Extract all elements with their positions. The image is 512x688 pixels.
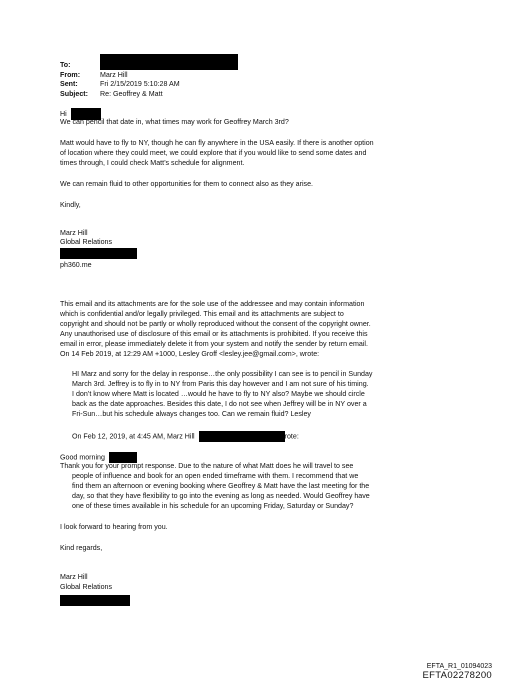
disclaimer-line: Any unauthorised use of disclosure of this email or its attachments is prohibited. If you receive this	[60, 330, 368, 338]
redaction-box	[199, 431, 285, 442]
to-row	[60, 61, 260, 71]
signature-website: ph360.me	[60, 261, 92, 269]
from-label: From:	[60, 70, 81, 79]
from-value: Marz Hill	[100, 70, 128, 79]
redaction-box	[60, 595, 130, 606]
reply-para3: We can remain fluid to other opportunities for them to connect also as they arise.	[60, 180, 314, 188]
to-label: To:	[60, 61, 71, 69]
quoted-signature-title: Global Relations	[60, 583, 113, 591]
footer-ref-1: EFTA_R1_01094023	[426, 663, 492, 670]
reply-para2-line1: Matt would have to fly to NY, though he can fly anywhere in the USA easily. If there is another option	[60, 139, 374, 147]
subject-row	[60, 90, 260, 100]
lesley-line: I don’t know where Matt is located …would he have to fly to NY also? Maybe we should circle	[72, 390, 365, 398]
reply-line1: We can pencil that date in, what times may work for Geoffrey March 3rd?	[60, 118, 289, 126]
subject-label: Subject:	[60, 89, 88, 98]
signature-redaction	[60, 248, 500, 259]
quoted-signature-redaction	[60, 595, 500, 606]
quoted-line: people of influence and book for an open ended timeframe with them. I recommend that we	[72, 472, 359, 480]
quote-header-start: On Feb 12, 2019, at 4:45 AM, Marz Hill	[72, 432, 195, 441]
footer-ref-2: EFTA02278200	[422, 670, 492, 681]
quote-header-end: rote:	[284, 432, 299, 441]
quote-attribution-marz	[60, 431, 512, 442]
quoted-line: Thank you for your prompt response. Due to the nature of what Matt does he will travel to see	[60, 462, 354, 470]
sent-value: Fri 2/15/2019 5:10:28 AM	[100, 80, 180, 88]
sent-label: Sent:	[60, 80, 78, 88]
quoted-closing: Kind regards,	[60, 544, 103, 552]
quoted-look-forward: I look forward to hearing from you.	[60, 523, 168, 531]
quoted-line: day, so that they have flexibility to go into the evening as long as needed. Would Geoffrey have	[72, 492, 370, 500]
quoted-line: find them an afternoon or evening booking where Geoffrey & Matt have the last meeting for the	[72, 482, 370, 490]
reply-para2-line2: of location where they could meet, we could explore that if you would like to send some dates and	[60, 149, 367, 157]
lesley-line: March 3rd. Jeffrey is to fly in to NY from Paris this day however and I am not sure of his timing.	[72, 380, 369, 388]
email-header	[60, 61, 260, 99]
disclaimer-line: copyright and should not be partly or wholly reproduced without the consent of the copyright owner.	[60, 320, 371, 328]
lesley-line: Fri-Sun…but his schedule always changes too. Can we remain fluid? Lesley	[72, 410, 311, 418]
signature-title: Global Relations	[60, 238, 113, 246]
sent-row	[60, 80, 260, 90]
disclaimer-line: email in error, please immediately delete it from your system and notify the sender by return email.	[60, 340, 368, 348]
from-row	[60, 71, 260, 81]
reply-greeting: Hi	[60, 109, 67, 118]
lesley-line: back as the date approaches. Besides this date, I do not see when Jeffrey will be in NY over a	[72, 400, 367, 408]
disclaimer-line: This email and its attachments are for the sole use of the addressee and may contain information	[60, 300, 365, 308]
redaction-box	[100, 54, 238, 70]
subject-value: Re: Geoffrey & Matt	[100, 89, 163, 98]
signature-name: Marz Hill	[60, 229, 88, 237]
reply-closing: Kindly,	[60, 201, 81, 209]
redaction-box	[60, 248, 137, 259]
quoted-greeting: Good morning	[60, 453, 105, 462]
quoted-signature-name: Marz Hill	[60, 573, 88, 581]
disclaimer-line: which is confidential and/or legally privileged. This email and its attachments are subject to	[60, 310, 344, 318]
quote-attribution-lesley: On 14 Feb 2019, at 12:29 AM +1000, Lesley Groff <lesley.jee@gmail.com>, wrote:	[60, 350, 320, 358]
quoted-line: one of these times available in his schedule for an upcoming Friday, Saturday or Sunday?	[72, 502, 354, 510]
lesley-line: HI Marz and sorry for the delay in response…the only possibility I can see is to pencil in Sunday	[72, 370, 373, 378]
reply-para2-line3: times through, I could check Matt’s schedule for alignment.	[60, 159, 245, 167]
